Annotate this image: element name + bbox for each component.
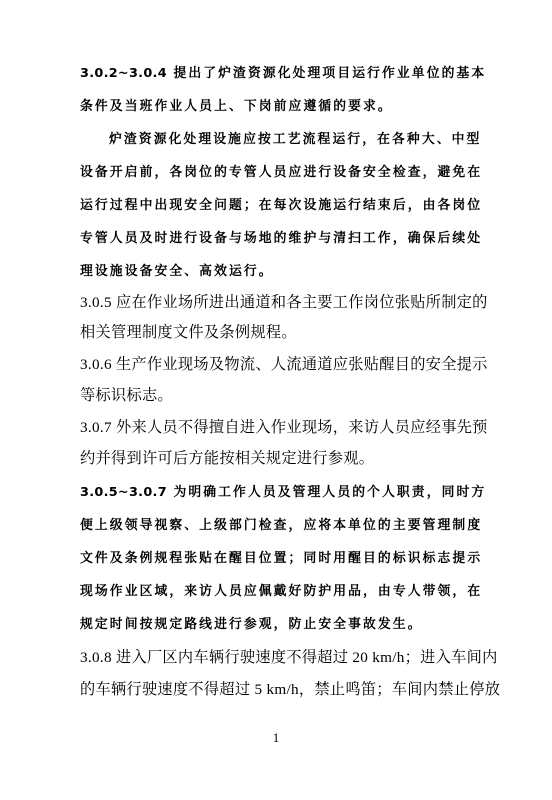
note-line: 运行过程中出现安全问题；在每次设施运行结束后，由各岗位 — [80, 198, 483, 213]
note-line: 炉渣资源化处理设施应按工艺流程运行，在各种大、中型 — [109, 132, 482, 147]
clause-number: 3.0.2~3.0.4 — [80, 66, 167, 81]
note-line: 条件及当班作业人员上、下岗前应遵循的要求。 — [80, 99, 393, 114]
note-line — [80, 483, 486, 503]
note-text: 为明确工作人员及管理人员的个人职责，同时方 — [166, 485, 487, 500]
note-line: 理设施设备安全、高效运行。 — [80, 264, 274, 279]
note-line: 文件及条例规程张贴在醒目位置；同时用醒目的标识标志提示 — [80, 551, 483, 566]
note-line — [80, 64, 486, 84]
note-text: 提出了炉渣资源化处理项目运行作业单位的基本 — [166, 66, 487, 81]
clause-line: 约并得到许可后方能按相关规定进行参观。 — [80, 450, 375, 467]
clause-line: 3.0.8 进入厂区内车辆行驶速度不得超过 20 km/h；进入车间内 — [80, 649, 498, 666]
clause-number: 3.0.5~3.0.7 — [80, 485, 167, 500]
clause-line: 3.0.6 生产作业现场及物流、人流通道应张贴醒目的安全提示 — [80, 356, 488, 373]
clause-line: 相关管理制度文件及条例规程。 — [80, 324, 297, 341]
note-line: 专管人员及时进行设备与场地的维护与清扫工作，确保后续处 — [80, 231, 483, 246]
clause-line: 的车辆行驶速度不得超过 5 km/h，禁止鸣笛；车间内禁止停放 — [80, 681, 501, 698]
clause-line: 3.0.7 外来人员不得擅自进入作业现场，来访人员应经事先预 — [80, 419, 488, 436]
note-line: 设备开启前，各岗位的专管人员应进行设备安全检查，避免在 — [80, 165, 483, 180]
clause-line: 3.0.5 应在作业场所进出通道和各主要工作岗位张贴所制定的 — [80, 294, 488, 311]
note-line: 规定时间按规定路线进行参观，防止安全事故发生。 — [80, 617, 423, 632]
note-line: 现场作业区域，来访人员应佩戴好防护用品，由专人带领，在 — [80, 584, 483, 599]
page-number: 1 — [272, 730, 280, 745]
clause-line: 等标识标志。 — [80, 387, 173, 404]
note-line: 便上级领导视察、上级部门检查，应将本单位的主要管理制度 — [80, 518, 483, 533]
